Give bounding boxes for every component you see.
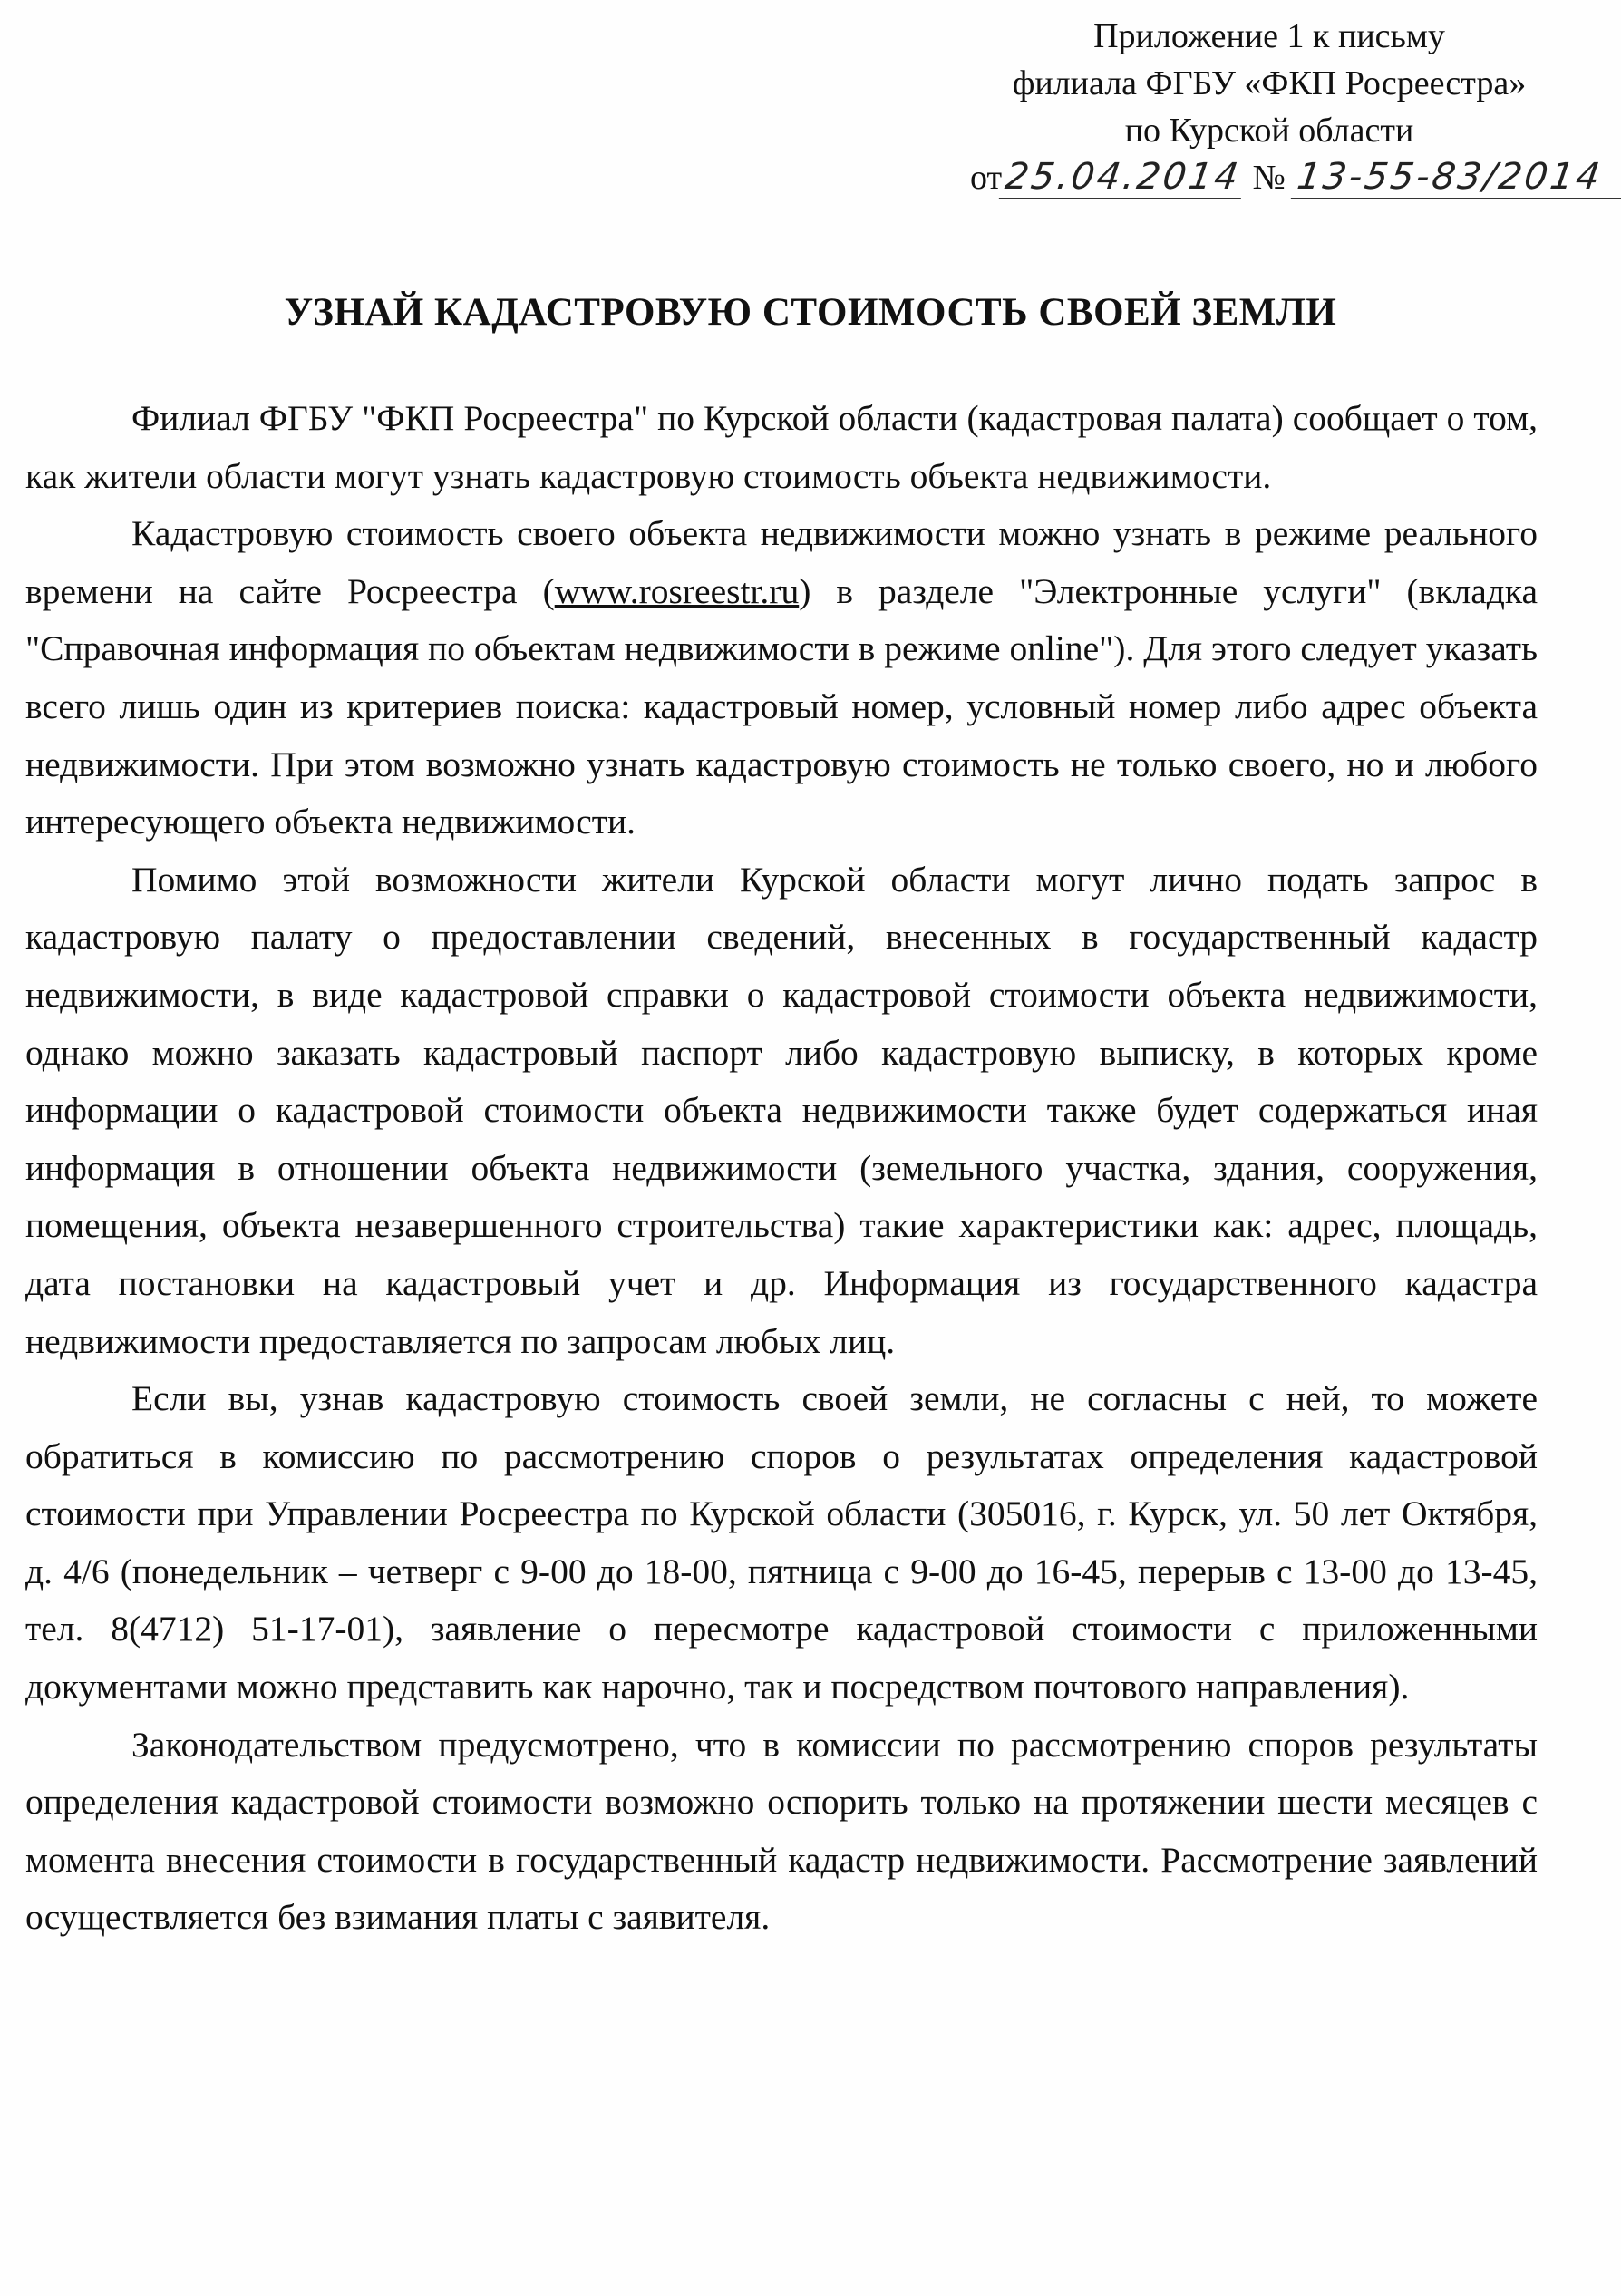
document-body xyxy=(25,390,1538,1947)
appendix-header xyxy=(943,13,1606,201)
paragraph-5: Законодательством предусмотрено, что в комиссии по рассмотрению споров результаты определения кадастровой стоимости возможно оспорить только на протяжении шести месяцев с момента внесения стоимости в государственный кадастр недвижимости. Рассмотрение заявлений осуществляется без взимания платы с заявителя. xyxy=(25,1724,1538,1938)
handwritten-date: 25.04.2014 xyxy=(999,156,1247,199)
rosreestr-link[interactable]: www.rosreestr.ru xyxy=(554,570,800,611)
paragraph-3: Помимо этой возможности жители Курской области могут лично подать запрос в кадастровую палату о предоставлении сведений, внесенных в государственный кадастр недвижимости, в виде кадастровой справки о кадастровой стоимости объекта недвижимости, однако можно заказать кадастровый паспорт либо кадастровую выписку, в которых кроме информации о кадастровой стоимости объекта недвижимости также будет содержаться иная информация в отношении объекта недвижимости (земельного участка, здания, сооружения, помещения, объекта незавершенного строительства) такие характеристики как: адрес, площадь, дата постановки на кадастровый учет и др. Информация из государственного кадастра недвижимости предоставляется по запросам любых лиц. xyxy=(25,859,1538,1361)
paragraph-1: Филиал ФГБУ "ФКП Росреестра" по Курской области (кадастровая палата) сообщает о том, как жители области могут узнать кадастровую стоимость объекта недвижимости. xyxy=(25,398,1538,496)
appendix-reference xyxy=(943,154,1606,201)
number-label: № xyxy=(1252,159,1286,197)
paragraph-2-end: ) в разделе "Электронные услуги" (вкладка "Справочная информация по объектам недвижимости в режиме online"). Для этого следует указать всего лишь один из критериев поиска: кадастровый номер, условный номер либо адрес объекта недвижимости. При этом возможно узнать кадастровую стоимость не только своего, но и любого интересующего объекта недвижимости. xyxy=(25,570,1538,842)
paragraph-2-start: Кадастровую стоимость своего объекта недвижимости можно узнать в режиме реального времени на сайте Росреестра ( xyxy=(25,513,1538,611)
handwritten-number: 13-55-83/2014 xyxy=(1291,156,1621,199)
appendix-line-1: Приложение 1 к письму xyxy=(1093,17,1445,55)
paragraph-2 xyxy=(25,505,1538,851)
appendix-line-2: филиала ФГБУ «ФКП Росреестра» xyxy=(1012,64,1527,102)
paragraph-4: Если вы, узнав кадастровую стоимость своей земли, не согласны с ней, то можете обратиться в комиссию по рассмотрению споров о результатах определения кадастровой стоимости при Управлении Росреестра по Курской области (305016, г. Курск, ул. 50 лет Октября, д. 4/6 (понедельник – четверг с 9-00 до 18-00, пятница с 9-00 до 16-45, перерыв с 13-00 до 13-45, тел. 8(4712) 51-17-01), заявление о пересмотре кадастровой стоимости с приложенными документами можно представить как нарочно, так и посредством почтового направления). xyxy=(25,1378,1538,1707)
appendix-line-3: по Курской области xyxy=(1124,112,1414,150)
document-title: УЗНАЙ КАДАСТРОВУЮ СТОИМОСТЬ СВОЕЙ ЗЕМЛИ xyxy=(284,291,1337,334)
from-label: от xyxy=(970,159,1003,197)
